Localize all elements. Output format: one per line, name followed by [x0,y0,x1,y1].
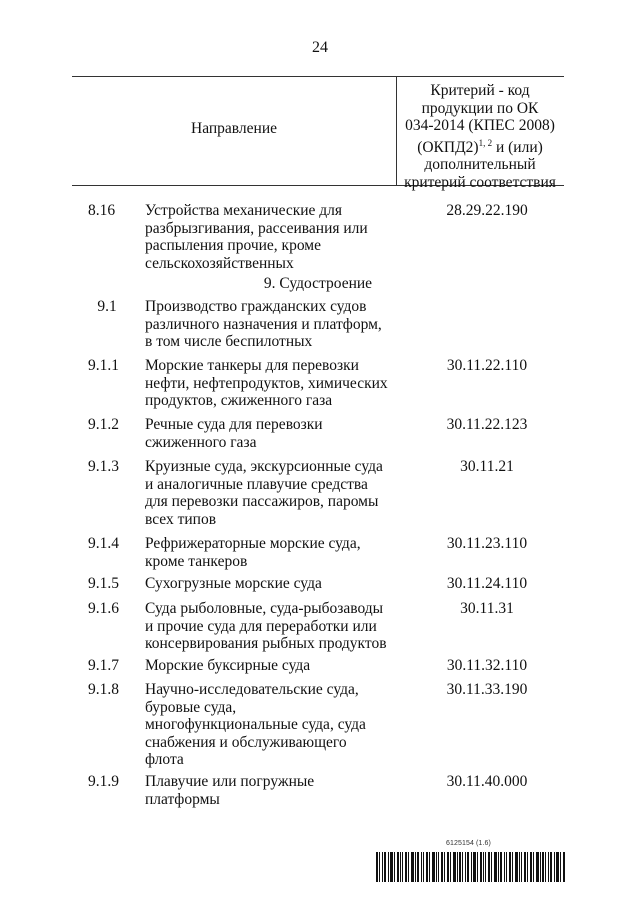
row-description-line: платформы [145,790,220,808]
row-description [145,773,400,808]
row-number: 9.1.2 [88,416,119,433]
header-criterion [396,82,564,191]
row-code: 30.11.40.000 [446,773,528,790]
row-code: 30.11.22.110 [446,357,528,374]
row-description-line: буровые суда, [145,698,237,716]
row-number: 9.1.6 [88,600,119,617]
row-description-line: Научно-исследовательские суда, [145,681,359,698]
row-description-line: консервирования рыбных продуктов [145,635,387,652]
header-criterion-line: дополнительный [424,156,536,173]
row-description-line: Плавучие или погружные [145,773,315,790]
header-criterion-okpd-line [396,135,564,157]
row-description [145,657,400,675]
document-barcode [376,840,566,884]
row-code: 30.11.24.110 [446,575,528,592]
row-description-line: Рефрижераторные морские суда, [145,535,361,552]
row-description-line: нефти, нефтепродуктов, химических [145,374,388,392]
row-description-line: флота [145,751,184,768]
header-criterion-line: Критерий - код [430,82,530,99]
row-description-line: кроме танкеров [145,552,248,570]
table-top-rule [72,76,564,77]
header-okpd: (ОКПД2) [417,138,479,156]
row-number: 9.1.1 [88,357,119,374]
header-criterion-line: критерий соответствия [404,173,556,191]
row-code: 28.29.22.190 [446,202,528,219]
row-description [145,575,400,593]
barcode-icon [376,852,566,882]
header-footnote-marks: 1, 2 [478,137,493,148]
row-code: 30.11.21 [460,458,514,475]
row-description-line: всех типов [145,510,217,528]
row-code: 30.11.32.110 [446,657,528,674]
row-number: 9.1.7 [88,657,119,674]
row-description-line: снабжения и обслуживающего [145,733,347,751]
row-description-line: Устройства механические для [145,202,343,219]
page-number: 24 [312,39,328,56]
row-description-line: разбрызгивания, рассеивания или [145,219,368,237]
row-description-line: для перевозки пассажиров, паромы [145,493,379,510]
row-number: 9.1.8 [88,681,119,698]
row-number: 9.1.9 [88,773,119,790]
row-description [145,600,400,653]
row-description-line: продуктов, сжиженного газа [145,392,333,409]
row-description [145,535,400,570]
row-description-line: и прочие суда для переработки или [145,617,377,635]
header-criterion-line: продукции по ОК [421,99,539,117]
row-description-line: многофункциональные суда, суда [145,716,366,733]
barcode-label: 6125154 (1.6) [446,840,491,847]
row-number: 9.1 [97,298,117,315]
row-number: 9.1.5 [88,575,119,592]
row-number: 9.1.3 [88,458,119,475]
row-description [145,458,400,528]
row-number: 8.16 [88,202,116,219]
header-criterion-line: 034-2014 (КПЕС 2008) [405,117,555,134]
row-description [145,298,400,351]
section-title: 9. Судостроение [263,275,373,292]
row-description [145,357,400,410]
row-description-line: распыления прочие, кроме [145,237,321,254]
row-description-line: Морские танкеры для перевозки [145,357,359,374]
row-description-line: Круизные суда, экскурсионные суда [145,458,383,475]
row-description [145,416,400,451]
header-okpd-tail: и (или) [492,138,543,156]
row-description-line: и аналогичные плавучие средства [145,475,368,493]
row-description-line: в том числе беспилотных [145,333,313,350]
row-description-line: Суда рыболовные, суда-рыбозаводы [145,600,384,617]
row-description-line: Сухогрузные морские суда [145,575,322,592]
row-description-line: различного назначения и платформ, [145,315,382,333]
row-code: 30.11.22.123 [446,416,528,433]
row-description-line: Речные суда для перевозки [145,416,323,433]
row-number: 9.1.4 [88,535,119,552]
row-description-line: Производство гражданских судов [145,298,367,315]
row-description [145,202,400,272]
row-code: 30.11.31 [460,600,514,617]
row-description-line: Морские буксирные суда [145,657,311,674]
row-description-line: сжиженного газа [145,433,257,451]
row-description-line: сельскохозяйственных [145,254,294,272]
header-direction: Направление [191,120,277,137]
row-code: 30.11.23.110 [446,535,528,552]
row-description [145,681,400,769]
row-code: 30.11.33.190 [446,681,528,698]
